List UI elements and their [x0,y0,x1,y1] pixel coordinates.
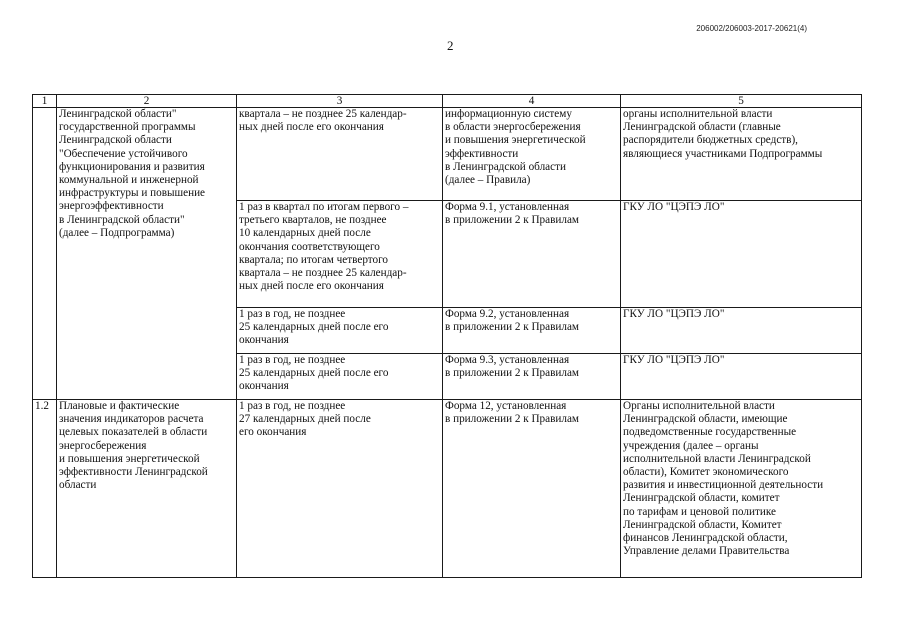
responsible-cell: ГКУ ЛО "ЦЭПЭ ЛО" [621,308,862,354]
form-cell: Форма 9.2, установленная в приложении 2 к Правилам [443,308,621,354]
page-number: 2 [447,38,454,53]
document-number: 206002/206003-2017-20621(4) [696,24,807,33]
responsible-cell: ГКУ ЛО "ЦЭПЭ ЛО" [621,201,862,308]
subprogram-name-cell: Ленинградской области" государственной программы Ленинградской области "Обеспечение устойчивого функционирования и развития коммунальной и инженерной инфраструктуры и повышение энергоэффективности в Ленинградской области" (далее – Подпрограмма) [57,108,237,400]
table-row [33,108,862,201]
responsible-cell: Органы исполнительной власти Ленинградской области, имеющие подведомственные государственные учреждения (далее – органы исполнительной власти Ленинградской области), Комитет экономического развития и инвестиционной деятельности Ленинградской области, комитет по тарифам и ценовой политике Ленинградской области, Комитет финансов Ленинградской области, Управление делами Правительства [621,400,862,578]
table-body [33,108,862,578]
deadline-cell: 1 раз в год, не позднее 25 календарных дней после его окончания [237,354,443,400]
form-cell: информационную систему в области энергосбережения и повышения энергетической эффективности в Ленинградской области (далее – Правила) [443,108,621,201]
data-table [32,94,862,578]
column-header-4: 4 [443,95,621,108]
form-cell: Форма 9.3, установленная в приложении 2 к Правилам [443,354,621,400]
deadline-cell: 1 раз в год, не позднее 25 календарных дней после его окончания [237,308,443,354]
form-cell: Форма 9.1, установленная в приложении 2 к Правилам [443,201,621,308]
column-header-1: 1 [33,95,57,108]
deadline-cell: 1 раз в год, не позднее 27 календарных дней после его окончания [237,400,443,578]
row-number-cell: 1.2 [33,400,57,578]
form-cell: Форма 12, установленная в приложении 2 к Правилам [443,400,621,578]
row-number-cell [33,108,57,400]
deadline-cell: квартала – не позднее 25 календар- ных дней после его окончания [237,108,443,201]
column-header-5: 5 [621,95,862,108]
indicator-name-cell: Плановые и фактические значения индикаторов расчета целевых показателей в области энергосбережения и повышения энергетической эффективности Ленинградской области [57,400,237,578]
column-header-2: 2 [57,95,237,108]
responsible-cell: ГКУ ЛО "ЦЭПЭ ЛО" [621,354,862,400]
column-header-3: 3 [237,95,443,108]
header-row [33,95,862,108]
table-row [33,400,862,578]
deadline-cell: 1 раз в квартал по итогам первого – третьего кварталов, не позднее 10 календарных дней после окончания соответствующего квартала; по итогам четвертого квартала – не позднее 25 календар- ных дней после его окончания [237,201,443,308]
table-header [33,95,862,108]
responsible-cell: органы исполнительной власти Ленинградской области (главные распорядители бюджетных средств), являющиеся участниками Подпрограммы [621,108,862,201]
